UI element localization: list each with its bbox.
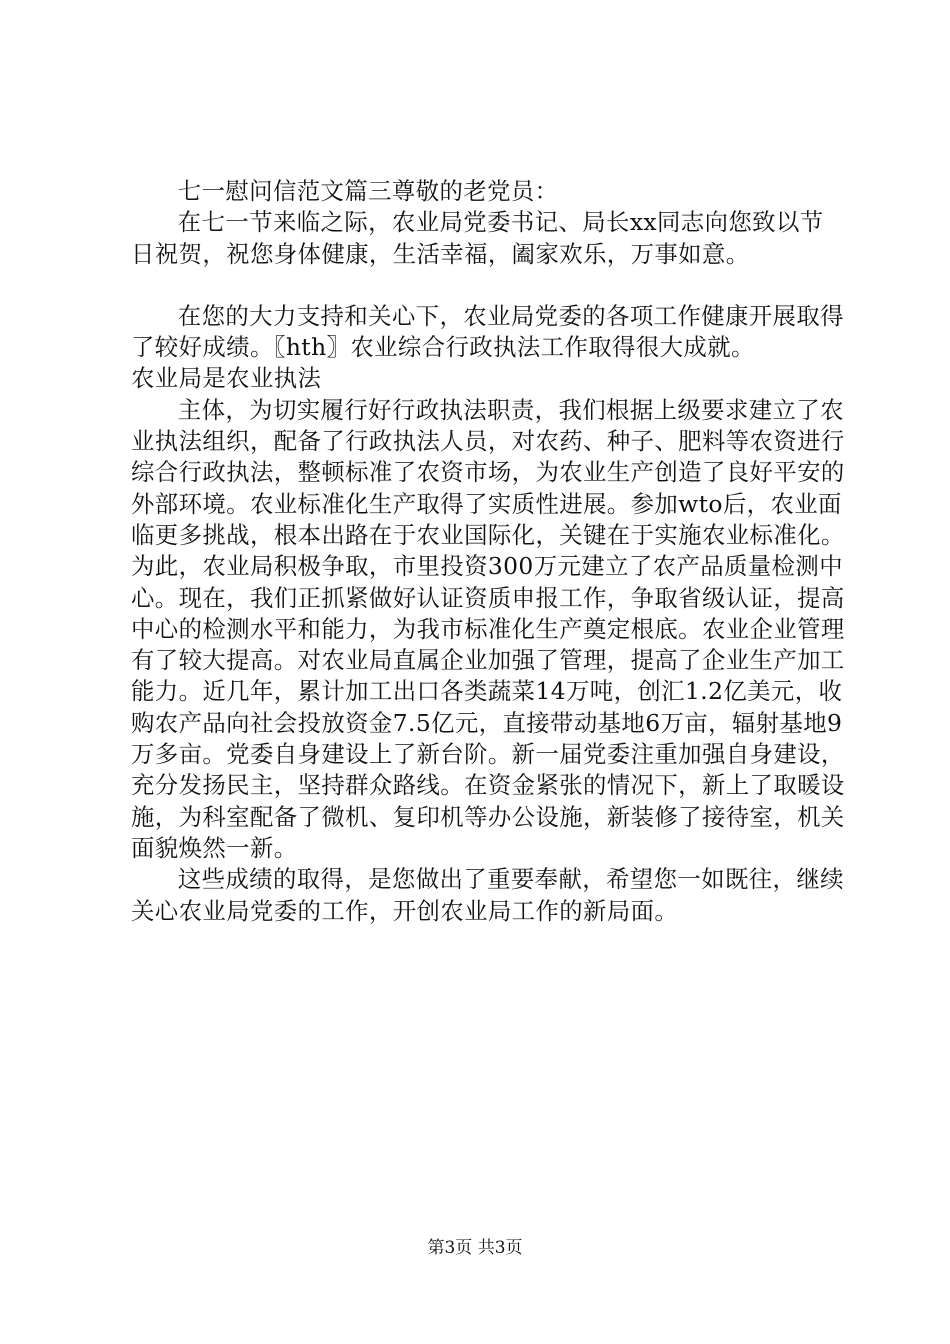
achievement-intro-paragraph: 在您的大力支持和关心下，农业局党委的各项工作健康开展取得了较好成绩。〖hth〗农业综合行政执法工作取得很大成就。: [131, 301, 844, 362]
paragraph-gap: [131, 270, 845, 301]
achievement-detail-paragraph: 主体，为切实履行好行政执法职责，我们根据上级要求建立了农业执法组织，配备了行政执法人员，对农药、种子、肥料等农资进行综合行政执法，整顿标准了农资市场，为农业生产创造了良好平安的外部环境。农业标准化生产取得了实质性进展。参加wto后，农业面临更多挑战，根本出路在于农业国际化，关键在于实施农业标准化。为此，农业局积极争取，市里投资300万元建立了农产品质量检测中心。现在，我们正抓紧做好认证资质申报工作，争取省级认证，提高中心的检测水平和能力，为我市标准化生产奠定根底。农业企业管理有了较大提高。对农业局直属企业加强了管理，提高了企业生产加工能力。近几年，累计加工出口各类蔬菜14万吨，创汇1.2亿美元，收购农产品向社会投放资金7.5亿元，直接带动基地6万亩，辐射基地9万多亩。党委自身建设上了新台阶。新一届党委注重加强自身建设，充分发扬民主，坚持群众路线。在资金紧张的情况下，新上了取暖设施，为科室配备了微机、复印机等办公设施，新装修了接待室，机关面貌焕然一新。: [131, 395, 845, 862]
letter-body: [131, 176, 845, 927]
page-footer: 第3页 共3页: [427, 1238, 523, 1258]
broken-line-paragraph: 农业局是农业执法: [131, 364, 322, 393]
greeting-paragraph: 在七一节来临之际，农业局党委书记、局长xx同志向您致以节日祝贺，祝您身体健康，生活幸福，阖家欢乐，万事如意。: [131, 208, 824, 268]
letter-title: 七一慰问信范文篇三尊敬的老党员：: [177, 177, 559, 205]
closing-paragraph: 这些成绩的取得，是您做出了重要奉献，希望您一如既往，继续关心农业局党委的工作，开创农业局工作的新局面。: [131, 865, 844, 925]
